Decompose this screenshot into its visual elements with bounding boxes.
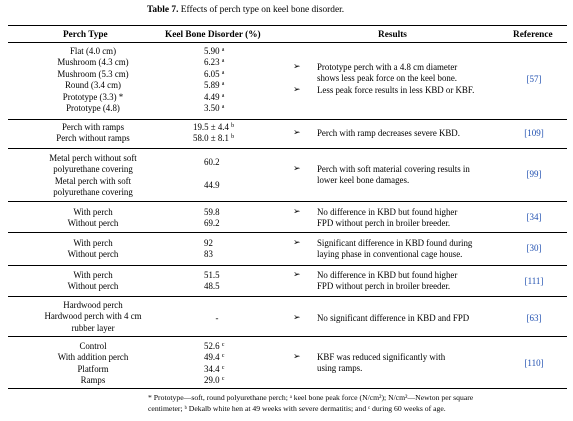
perch-type-line: rubber layer <box>71 322 115 333</box>
result-line: Perch with ramp decreases severe KBD. <box>317 128 460 138</box>
result-text <box>317 85 507 96</box>
result-line: using ramps. <box>317 363 363 374</box>
arrow-bullet-icon: ➢ <box>293 312 301 322</box>
result-line: No significant difference in KBD and FPD <box>317 313 470 323</box>
kbd-number: 59.8 <box>204 207 220 217</box>
kbd-value <box>204 69 274 80</box>
perch-type-line: Prototype (4.8) <box>66 103 120 114</box>
row-divider <box>8 201 567 202</box>
kbd-value <box>204 80 274 91</box>
kbd-number: 60.2 <box>204 157 220 167</box>
kbd-value <box>204 352 274 363</box>
footnote-line-2: centimeter; ᵇ Dekalb white hen at 49 weeks with severe dermatitis; and ᶜ during 60 weeks of age. <box>148 404 446 413</box>
perch-type-line: Without perch <box>67 281 119 292</box>
result-line: No difference in KBD but found higher <box>317 207 458 217</box>
kbd-value <box>204 341 274 352</box>
perch-type-line: Perch with ramps <box>61 122 125 132</box>
reference-link[interactable]: [109] <box>524 128 544 138</box>
kbd-number: 69.2 <box>204 218 220 229</box>
result-line: FPD without perch in broiler breeder. <box>317 281 451 292</box>
result-line: KBF was reduced significantly with <box>317 352 446 362</box>
kbd-value <box>204 92 274 103</box>
kbd-number: 52.6 <box>204 341 220 351</box>
result-text <box>317 238 507 260</box>
kbd-number: 4.49 <box>204 91 220 102</box>
kbd-value <box>204 218 274 229</box>
footnote-marker: a <box>221 58 225 65</box>
footnote-marker: c <box>221 364 225 371</box>
footnote-marker: a <box>221 47 225 53</box>
footnote-marker: c <box>221 342 225 348</box>
footnote-marker: a <box>221 81 225 88</box>
kbd-number: 58.0 ± 8.1 <box>193 133 229 144</box>
kbd-value <box>204 281 274 292</box>
kbd-value <box>204 157 274 168</box>
reference-link[interactable]: [110] <box>524 358 544 368</box>
reference-link[interactable]: [57] <box>526 74 542 84</box>
kbd-value <box>204 180 274 191</box>
row-divider <box>8 148 567 149</box>
reference-link[interactable]: [111] <box>524 276 544 286</box>
footnote-marker: a <box>221 92 225 99</box>
result-line: Perch with soft material covering results in <box>317 164 470 174</box>
result-text <box>317 352 507 374</box>
perch-type-line: Metal perch without soft <box>49 153 137 163</box>
result-line: laying phase in conventional cage house. <box>317 249 463 260</box>
top-rule <box>8 25 567 26</box>
perch-type-cell <box>18 207 168 230</box>
result-text <box>317 62 507 84</box>
kbd-value <box>204 364 274 375</box>
result-line: shows less peak force on the keel bone. <box>317 73 457 84</box>
arrow-bullet-icon: ➢ <box>293 163 301 173</box>
perch-type-line: polyurethane covering <box>53 164 133 175</box>
kbd-number: 19.5 ± 4.4 <box>193 122 229 132</box>
perch-type-line: Round (3.4 cm) <box>65 80 121 91</box>
row-divider <box>8 232 567 233</box>
table-title: Effects of perch type on keel bone disorder. <box>180 5 345 15</box>
kbd-number: 3.50 <box>204 103 220 113</box>
kbd-number: 44.9 <box>204 180 220 190</box>
result-line: No difference in KBD but found higher <box>317 270 458 280</box>
perch-type-cell <box>18 270 168 293</box>
kbd-value <box>193 133 263 144</box>
perch-type-cell <box>18 46 168 114</box>
result-line: Significant difference in KBD found during <box>317 238 473 248</box>
kbd-value <box>204 270 274 281</box>
kbd-value <box>204 249 274 260</box>
row-divider <box>8 336 567 337</box>
kbd-number: 29.0 <box>204 375 220 386</box>
footnote-line-1: * Prototype—soft, round polyurethane perch; ᵃ keel bone peak force (N/cm²); N/cm²—Newton per square <box>148 393 474 402</box>
kbd-value <box>204 238 274 249</box>
result-text <box>317 270 507 292</box>
result-text <box>317 164 507 186</box>
kbd-number: 51.5 <box>204 270 220 280</box>
bottom-rule <box>8 388 567 389</box>
kbd-number: 48.5 <box>204 281 220 292</box>
result-line: FPD without perch in broiler breeder. <box>317 218 451 229</box>
kbd-value <box>204 103 274 114</box>
perch-type-cell <box>18 341 168 387</box>
perch-type-cell <box>18 300 168 334</box>
kbd-value <box>204 46 274 57</box>
result-line: lower keel bone damages. <box>317 175 410 186</box>
perch-type-line: Without perch <box>67 249 119 260</box>
perch-type-line: With perch <box>73 207 113 217</box>
perch-type-line: Metal perch with soft <box>54 175 132 186</box>
arrow-bullet-icon: ➢ <box>293 84 301 94</box>
header-results: Results <box>378 30 407 40</box>
perch-type-line: Platform <box>77 363 109 374</box>
footnote-marker: a <box>221 69 225 76</box>
perch-type-line: With addition perch <box>57 352 129 363</box>
kbd-value <box>204 57 274 68</box>
kbd-number: 49.4 <box>204 352 220 363</box>
result-text <box>317 313 507 324</box>
result-line: Less peak force results in less KBD or KBF. <box>317 85 475 95</box>
result-text <box>317 128 507 139</box>
reference-link[interactable]: [99] <box>526 169 542 179</box>
perch-type-line: Perch without ramps <box>56 133 130 144</box>
kbd-value <box>193 122 263 133</box>
perch-type-line: Hardwood perch <box>63 300 123 310</box>
perch-type-line: Control <box>79 341 107 351</box>
perch-type-line: With perch <box>73 238 113 248</box>
perch-type-line: Ramps <box>80 375 106 386</box>
perch-type-line: With perch <box>73 270 113 280</box>
footnote-marker: c <box>221 376 225 383</box>
row-divider <box>8 265 567 266</box>
arrow-bullet-icon: ➢ <box>293 237 301 247</box>
perch-type-line: Mushroom (4.3 cm) <box>57 57 129 68</box>
kbd-number: 34.4 <box>204 363 220 374</box>
footnote-marker: c <box>221 353 225 360</box>
arrow-bullet-icon: ➢ <box>293 206 301 216</box>
arrow-bullet-icon: ➢ <box>293 351 301 361</box>
arrow-bullet-icon: ➢ <box>293 269 301 279</box>
perch-type-line: polyurethane covering <box>53 187 133 198</box>
perch-type-cell <box>18 238 168 261</box>
footnote-marker: b <box>231 134 235 141</box>
kbd-number: 92 <box>204 238 213 248</box>
perch-type-line: Hardwood perch with 4 cm <box>44 311 142 322</box>
kbd-number: - <box>215 313 219 323</box>
table-caption <box>147 5 344 15</box>
table-label: Table 7. <box>147 5 179 15</box>
perch-type-line: Flat (4.0 cm) <box>69 46 117 56</box>
footnote-marker: a <box>221 104 225 110</box>
arrow-bullet-icon: ➢ <box>293 127 301 137</box>
table-footnote <box>148 392 568 414</box>
kbd-value <box>180 313 254 324</box>
kbd-value <box>204 375 274 386</box>
result-line: Prototype perch with a 4.8 cm diameter <box>317 62 458 72</box>
reference-link[interactable]: [30] <box>526 243 542 253</box>
perch-type-cell <box>18 153 168 199</box>
kbd-number: 5.90 <box>204 46 220 56</box>
reference-link[interactable]: [34] <box>526 212 542 222</box>
reference-link[interactable]: [63] <box>526 313 542 323</box>
perch-type-line: Mushroom (5.3 cm) <box>57 68 129 79</box>
header-reference: Reference <box>513 30 553 40</box>
kbd-value <box>204 207 274 218</box>
row-divider <box>8 296 567 297</box>
header-perch-type: Perch Type <box>63 30 108 40</box>
perch-type-line: Without perch <box>67 218 119 229</box>
row-divider <box>8 119 567 120</box>
arrow-bullet-icon: ➢ <box>293 61 301 71</box>
footnote-marker: b <box>231 123 235 129</box>
perch-type-cell <box>18 122 168 145</box>
kbd-number: 5.89 <box>204 80 220 91</box>
header-kbd: Keel Bone Disorder (%) <box>165 30 261 40</box>
kbd-number: 83 <box>204 249 213 260</box>
kbd-number: 6.05 <box>204 68 220 79</box>
header-rule <box>8 42 567 43</box>
result-text <box>317 207 507 229</box>
perch-type-line: Prototype (3.3) * <box>62 91 124 102</box>
kbd-number: 6.23 <box>204 57 220 68</box>
